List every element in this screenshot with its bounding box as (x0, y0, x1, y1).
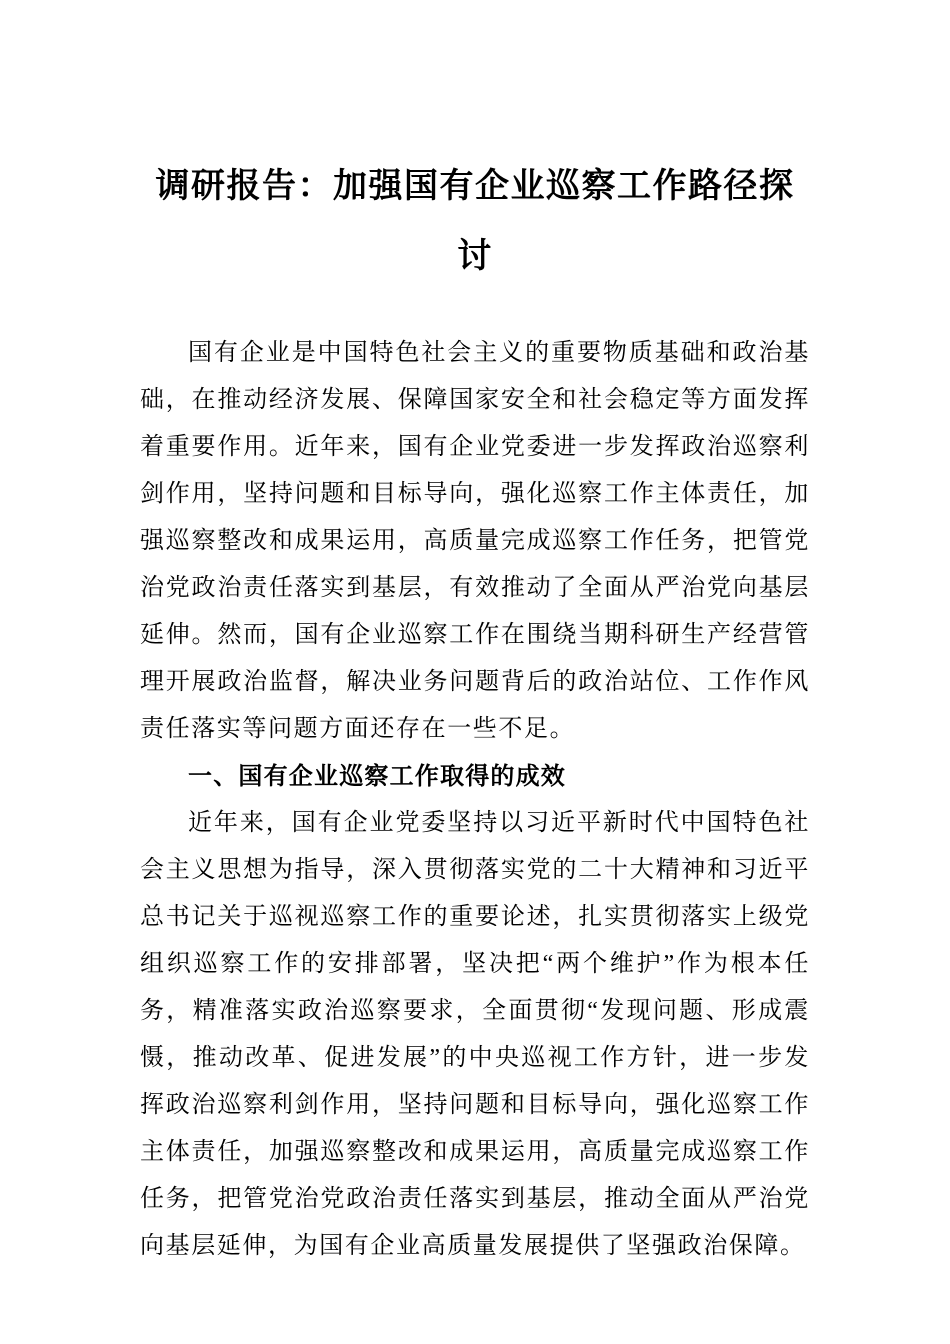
section-1-paragraph: 近年来，国有企业党委坚持以习近平新时代中国特色社会主义思想为指导，深入贯彻落实党的二十大精神和习近平总书记关于巡视巡察工作的重要论述，扎实贯彻落实上级党组织巡察工作的安排部署，坚决把“两个维护”作为根本任务，精准落实政治巡察要求，全面贯彻“发现问题、形成震慑，推动改革、促进发展”的中央巡视工作方针，进一步发挥政治巡察利剑作用，坚持问题和目标导向，强化巡察工作主体责任，加强巡察整改和成果运用，高质量完成巡察工作任务，把管党治党政治责任落实到基层，推动全面从严治党向基层延伸，为国有企业高质量发展提供了坚强政治保障。 (140, 810, 810, 1259)
document-title: 调研报告：加强国有企业巡察工作路径探讨 (155, 168, 795, 275)
section-heading-1: 一、国有企业巡察工作取得的成效 (188, 763, 566, 790)
intro-paragraph: 国有企业是中国特色社会主义的重要物质基础和政治基础，在推动经济发展、保障国家安全和社会稳定等方面发挥着重要作用。近年来，国有企业党委进一步发挥政治巡察利剑作用，坚持问题和目标导向，强化巡察工作主体责任，加强巡察整改和成果运用，高质量完成巡察工作任务，把管党治党政治责任落实到基层，有效推动了全面从严治党向基层延伸。然而，国有企业巡察工作在围绕当期科研生产经营管理开展政治监督，解决业务问题背后的政治站位、工作作风责任落实等问题方面还存在一些不足。 (140, 340, 810, 742)
